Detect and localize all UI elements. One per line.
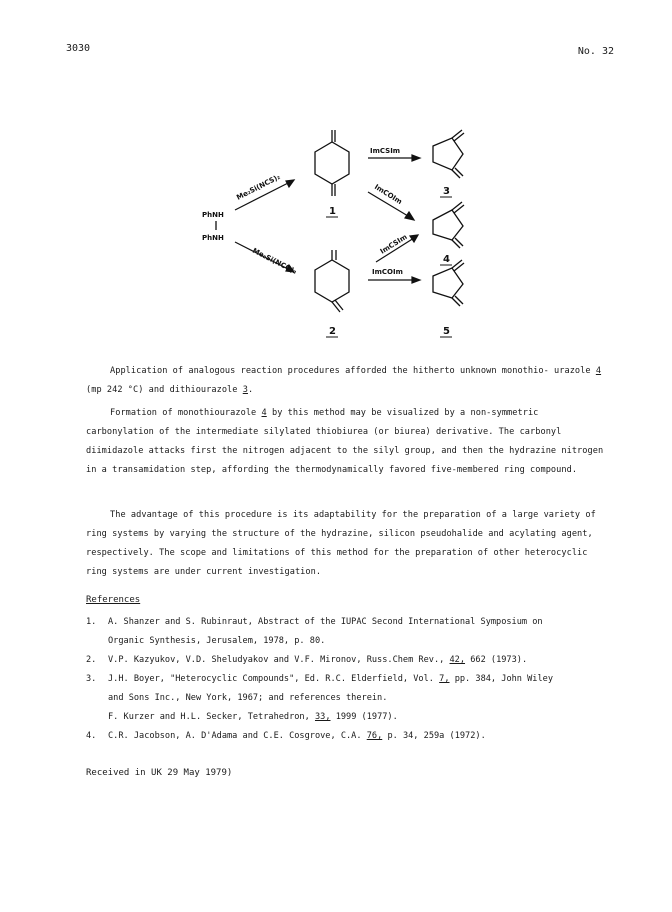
- reference-3-number: 3.: [86, 674, 97, 684]
- reference-3-volume: 7,: [439, 674, 450, 684]
- compound-label-5: 5: [443, 326, 450, 337]
- reference-4-text: C.R. Jacobson, A. D'Adama and C.E. Cosgrove, C.A.: [108, 731, 362, 741]
- paragraph-3-text: The advantage of this procedure is its adaptability for the preparation of a large variety of ring systems by varying the structure of the hydrazine, silicon pseudohalide and acylating agent, respectively. The scope and limitations of this method for the preparation of other heterocyclic ring systems are under current investigation.: [86, 510, 596, 577]
- reference-3: [86, 670, 606, 727]
- paragraph-2-rest: by this method may be visualized by a non-symmetric carbonylation of the intermediate silylated thiobiurea (or biurea) derivative. The carbonyl diimidazole attacks first the nitrogen adjacent to the silyl group, and then the hydrazine nitrogen in a transamidation step, affording the thermodynamically favored five-membered ring compound.: [86, 408, 604, 475]
- ref-compound-4-b: 4: [261, 408, 267, 418]
- reference-3-line-2: and Sons Inc., New York, 1967; and references therein.: [108, 693, 388, 703]
- references-heading: References: [86, 595, 141, 605]
- paragraph-2: [86, 404, 606, 480]
- reference-1-number: 1.: [86, 617, 97, 627]
- journal-issue: No. 32: [577, 46, 614, 57]
- reference-2-text: V.P. Kazyukov, V.D. Sheludyakov and V.F. Mironov, Russ.Chem Rev.,: [108, 655, 445, 665]
- reagent-imcoim-bottom: ImCOIm: [372, 268, 403, 276]
- reagent-me2si-ncs2: Me₂Si(NCS)₂: [235, 172, 282, 202]
- ref-compound-4: 4: [595, 366, 602, 376]
- reference-1-line-1: A. Shanzer and S. Rubinraut, Abstract of the IUPAC Second International Symposium on: [108, 617, 543, 627]
- paragraph-1-end: .: [247, 385, 254, 395]
- reagent-imcsim-up: ImCSIm: [378, 232, 409, 256]
- paragraph-1-text: Application of analogous reaction procedures afforded the hitherto unknown monothio- urazole: [110, 366, 591, 376]
- compound-4-ring: [433, 210, 463, 240]
- reference-2-pages: 662 (1973).: [470, 655, 528, 665]
- compound-label-2: 2: [329, 326, 336, 337]
- reaction-scheme-drawing: [160, 112, 500, 344]
- reference-4-volume: 76,: [366, 731, 383, 741]
- compound-label-1: 1: [329, 206, 336, 217]
- compound-5-ring: [433, 268, 463, 298]
- reagent-imcsim-top: ImCSIm: [370, 147, 401, 155]
- received-date: Received in UK 29 May 1979): [86, 768, 233, 778]
- page-number: 3030: [66, 43, 91, 54]
- compound-2-ring: [315, 260, 349, 302]
- start-material-line-1: PhNH: [202, 211, 224, 219]
- reagent-me2si-nco2: Me₂Si(NCO)₂: [251, 246, 299, 276]
- compound-1-ring: [315, 142, 349, 184]
- paragraph-2-start: Formation of monothiourazole: [110, 408, 257, 418]
- reference-2-number: 2.: [86, 655, 97, 665]
- start-material-line-2: PhNH: [202, 234, 224, 242]
- reference-1: [86, 613, 606, 651]
- paragraph-1-mid: (mp 242 °C) and dithiourazole: [86, 385, 238, 395]
- compound-label-4: 4: [443, 254, 450, 265]
- reference-3-line-3: [86, 708, 606, 727]
- compound-label-3: 3: [443, 186, 450, 197]
- reference-3-second-volume: 33,: [314, 712, 331, 722]
- reference-3-second-pages: 1999 (1977).: [335, 712, 398, 722]
- paragraph-3: [86, 506, 606, 582]
- paragraph-1: [86, 362, 606, 400]
- reference-1-line-2: Organic Synthesis, Jerusalem, 1978, p. 80.: [108, 636, 326, 646]
- reference-4-pages: p. 34, 259a (1972).: [387, 731, 486, 741]
- reagent-imcoim-down: ImCOIm: [372, 182, 404, 207]
- reference-2-volume: 42,: [449, 655, 466, 665]
- reference-3-pages: pp. 384, John Wiley: [454, 674, 554, 684]
- compound-3-ring: [433, 138, 463, 170]
- reference-4-number: 4.: [86, 731, 97, 741]
- reaction-scheme: [160, 112, 500, 344]
- reference-3-second-citation: F. Kurzer and H.L. Secker, Tetrahedron,: [108, 712, 310, 722]
- reference-3-text: J.H. Boyer, "Heterocyclic Compounds", Ed. R.C. Elderfield, Vol.: [108, 674, 434, 684]
- reference-2: [86, 651, 606, 670]
- ref-compound-3: 3: [242, 385, 248, 395]
- reference-4: [86, 727, 606, 746]
